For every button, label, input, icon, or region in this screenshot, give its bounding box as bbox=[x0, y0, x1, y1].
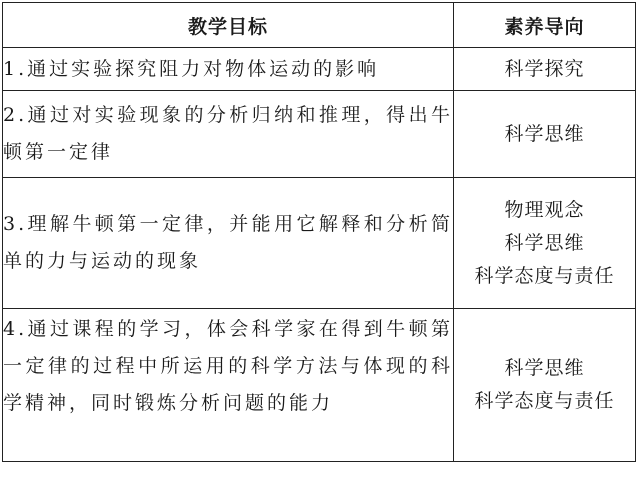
teaching-goals-table bbox=[2, 2, 636, 462]
table-row bbox=[3, 309, 636, 462]
goal-cell: 3.理解牛顿第一定律，并能用它解释和分析简单的力与运动的现象 bbox=[3, 178, 454, 309]
literacy-item: 物理观念 bbox=[504, 198, 585, 221]
header-literacy-orientation: 素养导向 bbox=[454, 3, 636, 48]
table-row bbox=[3, 48, 636, 91]
literacy-item: 科学态度与责任 bbox=[474, 390, 615, 412]
goal-cell: 2.通过对实验现象的分析归纳和推理，得出牛顿第一定律 bbox=[3, 91, 454, 178]
literacy-cell bbox=[454, 309, 636, 462]
literacy-cell bbox=[454, 178, 636, 309]
goal-cell: 4.通过课程的学习，体会科学家在得到牛顿第一定律的过程中所运用的科学方法与体现的科学精神，同时锻炼分析问题的能力 bbox=[3, 309, 454, 462]
literacy-item: 科学态度与责任 bbox=[474, 264, 615, 287]
literacy-cell bbox=[454, 48, 636, 91]
goal-cell: 1.通过实验探究阻力对物体运动的影响 bbox=[3, 48, 454, 91]
literacy-item: 科学思维 bbox=[504, 357, 585, 379]
table-row bbox=[3, 178, 636, 309]
literacy-item: 科学思维 bbox=[504, 231, 585, 254]
header-row bbox=[3, 3, 636, 48]
table-row bbox=[3, 91, 636, 178]
literacy-item: 科学探究 bbox=[504, 57, 585, 80]
literacy-item: 科学思维 bbox=[504, 122, 585, 145]
literacy-cell bbox=[454, 91, 636, 178]
header-teaching-goal: 教学目标 bbox=[3, 3, 454, 48]
